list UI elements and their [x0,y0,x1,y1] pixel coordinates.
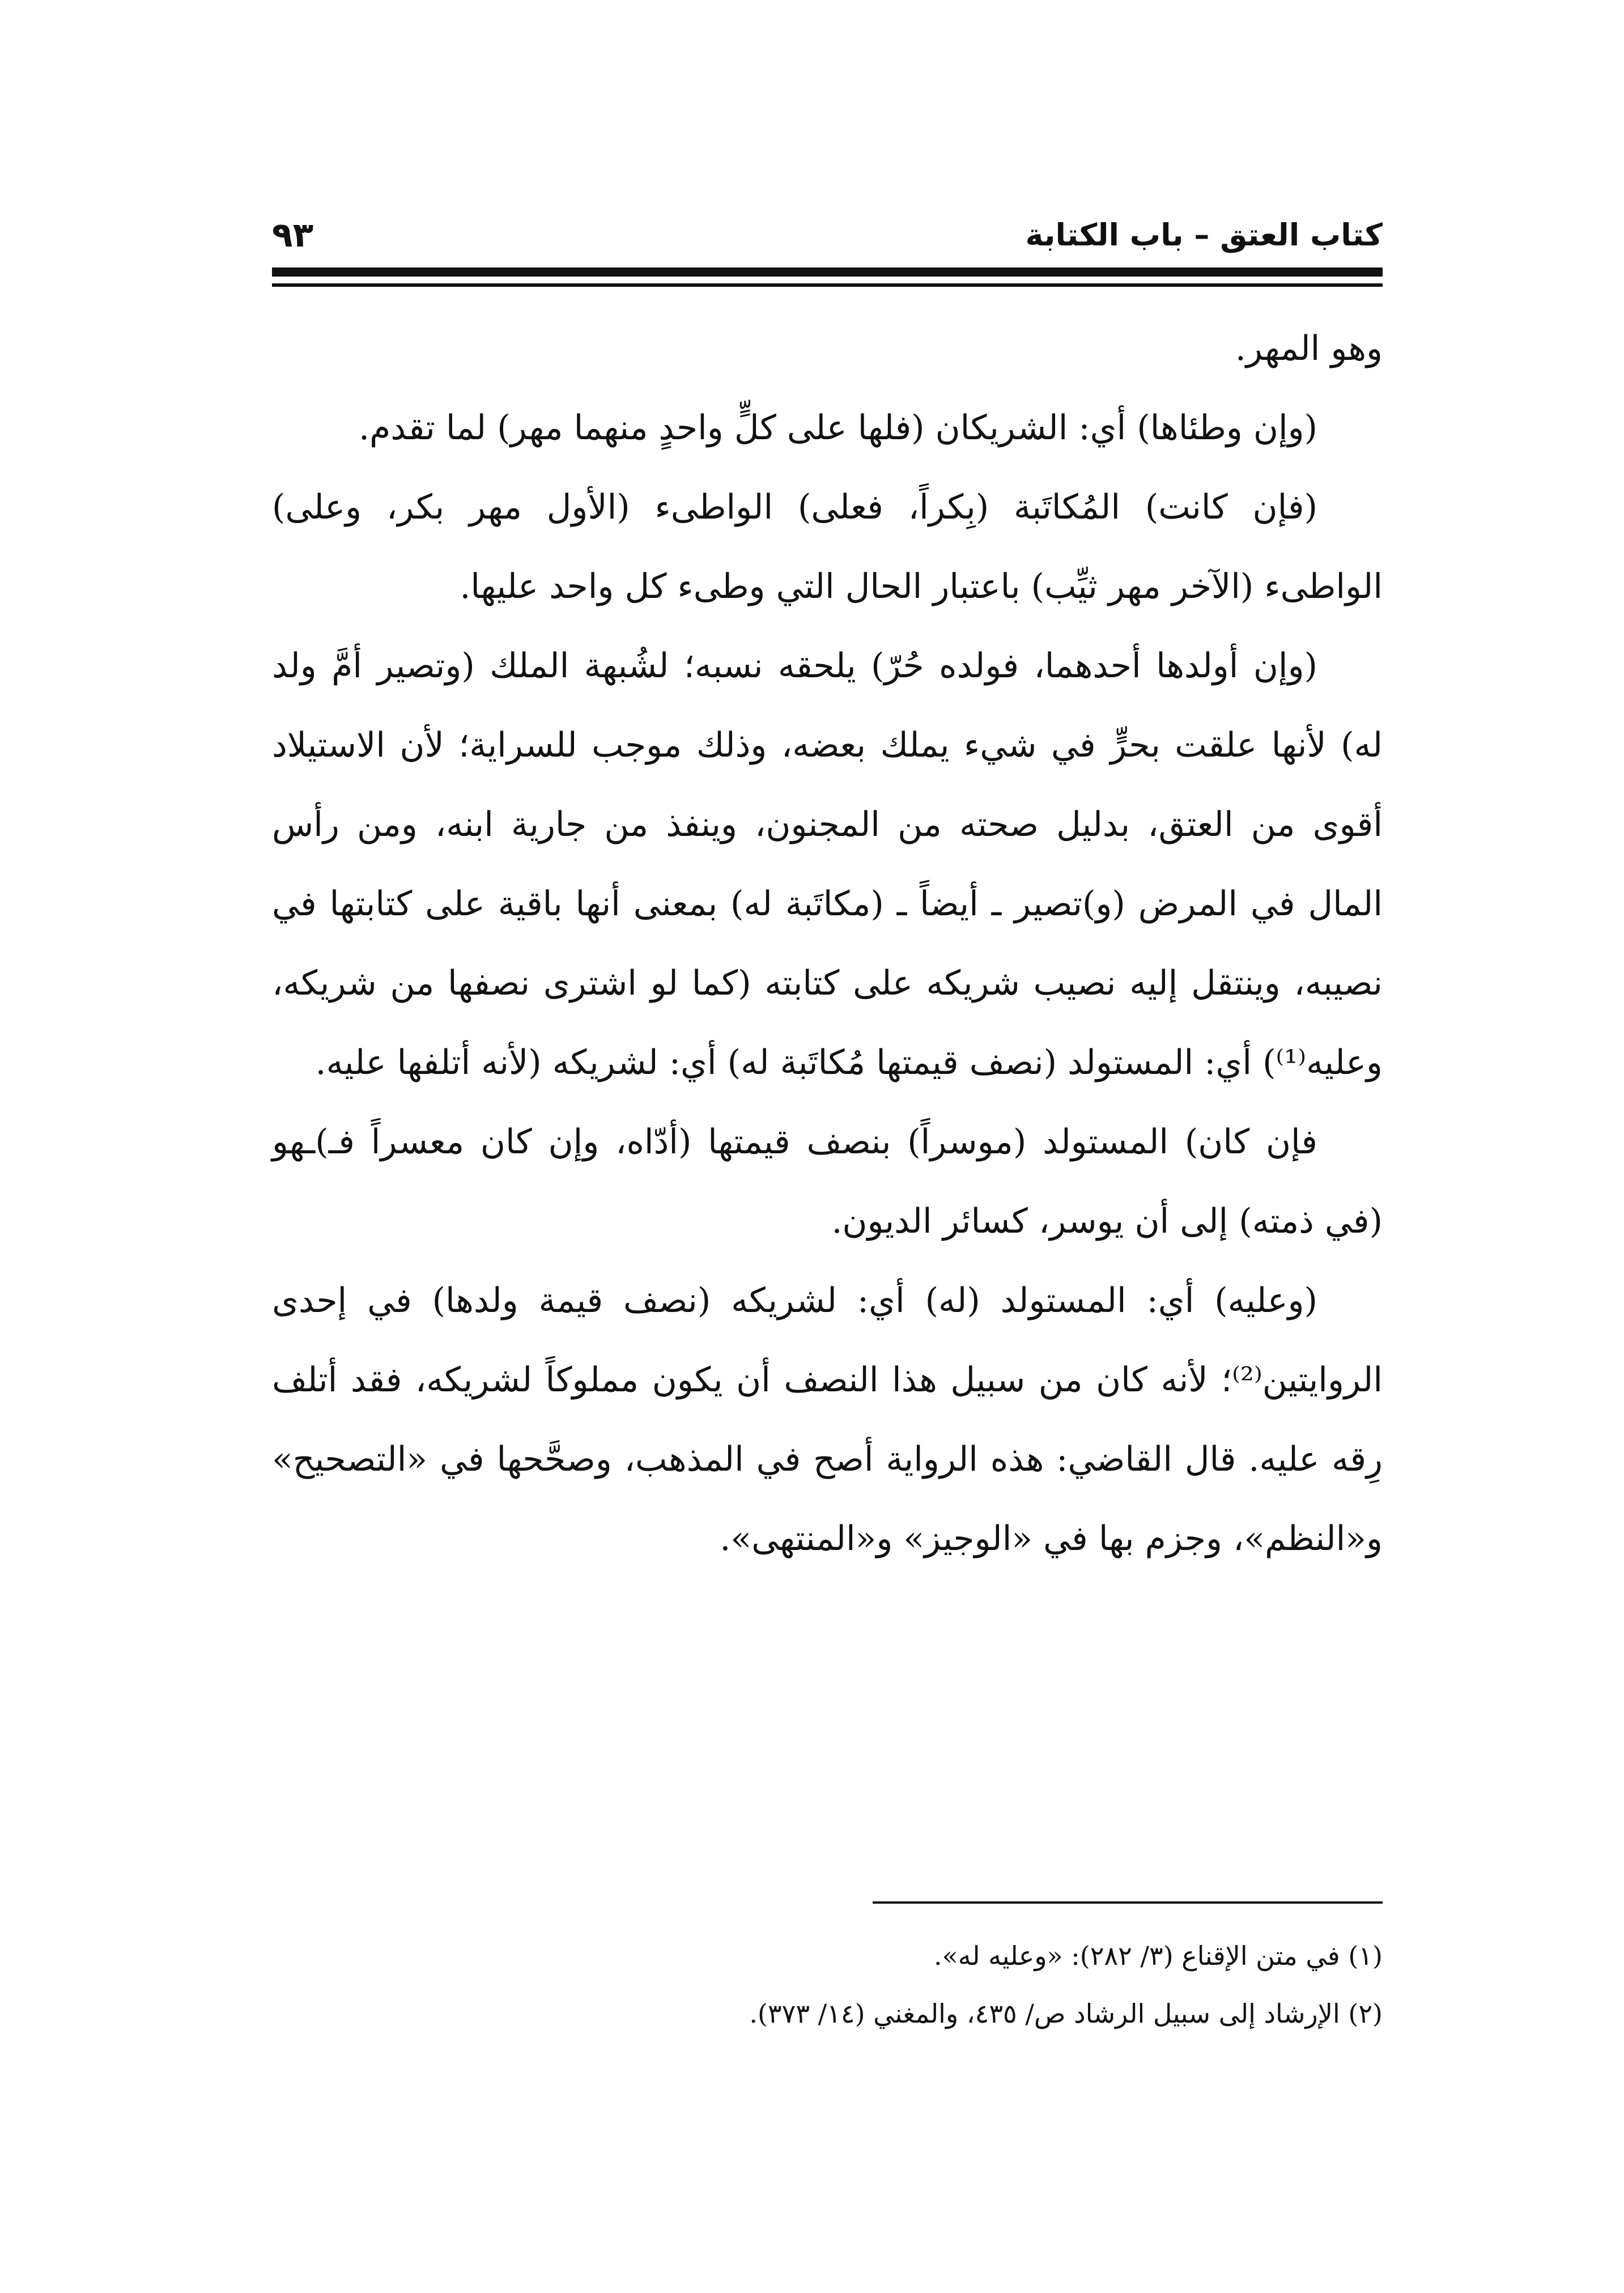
paragraph: فإن كان) المستولد (موسراً) بنصف قيمتها (أدّاه، وإن كان معسراً فـ)ـهو (في ذمته) إلى أن يوسر، كسائر الديون. [272,1122,1383,1241]
paragraph: (وعليه) أي: المستولد (له) أي: لشريكه (نصف قيمة ولدها) في إحدى الروايتين⁽²⁾؛ لأنه كان من سبيل هذا النصف أن يكون مملوكاً لشريكه، فقد أتلف رِقه عليه. قال القاضي: هذه الرواية أصح في المذهب، وصحَّحها في «التصحيح» و«النظم»، وجزم بها في «الوجيز» و«المنتهى». [272,1281,1383,1559]
main-text [272,309,1383,1578]
paragraph: (وإن وطئاها) أي: الشريكان (فلها على كلٍّ واحدٍ منهما مهر) لما تقدم. [359,408,1317,448]
header-title: كتاب العتق – باب الكتابة [1025,217,1383,253]
paragraph: (وإن أولدها أحدهما، فولده حُرّ) يلحقه نسبه؛ لشُبهة الملك (وتصير أمَّ ولد له) لأنها علقت بحرٍّ في شيء يملك بعضه، وذلك موجب للسراية؛ لأن الاستيلاد أقوى من العتق، بدليل صحته من المجنون، وينفذ من جارية ابنه، ومن رأس المال في المرض (و)تصير ـ أيضاً ـ (مكاتَبة له) بمعنى أنها باقية على كتابتها في نصيبه، وينتقل إليه نصيب شريكه على كتابته (كما لو اشترى نصفها من شريكه، وعليه⁽¹⁾) أي: المستولد (نصف قيمتها مُكاتَبة له) أي: لشريكه (لأنه أتلفها عليه. [272,646,1383,1082]
footnote: (١) في متن الإقناع (٣/ ٢٨٢): «وعليه له». [934,1940,1383,1971]
running-header [272,210,1383,261]
paragraph: (فإن كانت) المُكاتَبة (بِكراً، فعلى) الواطىء (الأول مهر بكر، وعلى) الواطىء (الآخر مهر ثيِّب) باعتبار الحال التي وطىء كل واحد عليها. [272,487,1383,606]
header-rule-thin [272,283,1383,287]
footnote-separator [873,1901,1383,1904]
paragraph: وهو المهر. [1235,329,1383,368]
footnote: (٢) الإرشاد إلى سبيل الرشاد ص/ ٤٣٥، والمغني (١٤/ ٣٧٣). [749,1998,1383,2029]
footnotes [272,1927,1383,2043]
header-rule-thick [272,267,1383,277]
page-number: ٩٣ [272,215,314,255]
